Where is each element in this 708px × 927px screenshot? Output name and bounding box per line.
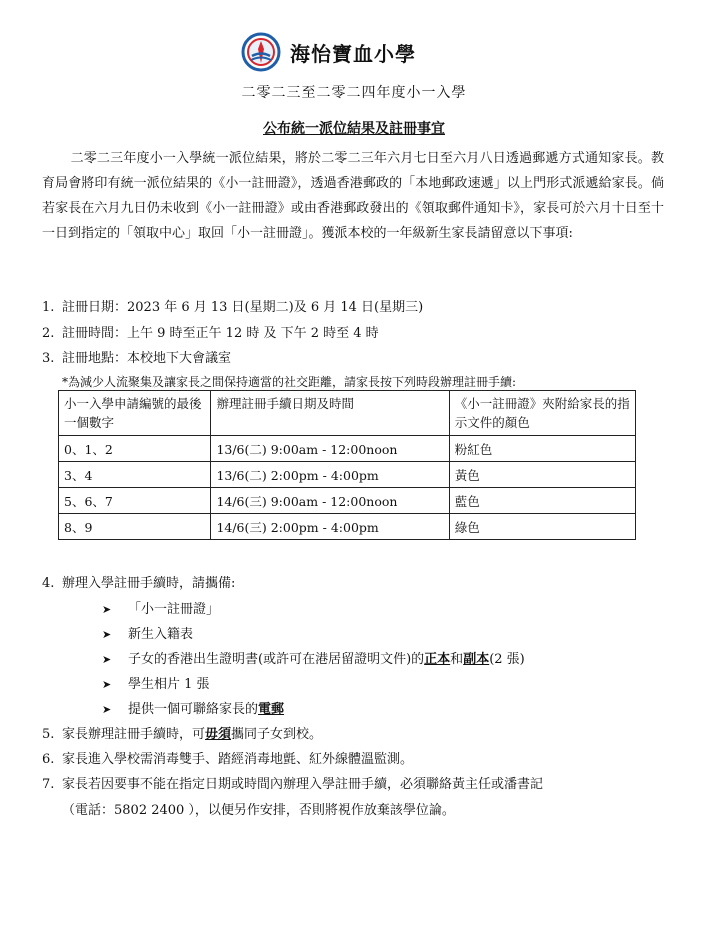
schedule-note: *為減少人流聚集及讓家長之間保持適當的社交距離，請家長按下列時段辦理註冊手續: <box>62 375 517 389</box>
bullet-text: 子女的香港出生證明書(或許可在港居留證明文件)的 <box>128 652 425 667</box>
item-text: 攜同子女到校。 <box>231 727 323 742</box>
intro-paragraph: 二零二三年度小一入學統一派位結果，將於二零二三年六月七日至六月八日透過郵遞方式通知家長。教育局會將印有統一派位結果的《小一註冊證》，透過香港郵政的「本地郵政速遞」以上門形式派遞給家長。倘若家長在六月九日仍未收到《小一註冊證》或由香港郵政發出的《領取郵件通知卡》，家長可於六月十日至十一日到指定的「領取中心」取回「小一註冊證」。獲派本校的一年級新生家長請留意以下事項: <box>42 151 664 241</box>
item-text: 辦理入學註冊手續時，請攜備: <box>62 576 236 591</box>
item-text: 註冊時間：上午 9 時至正午 12 時 及 下午 2 時至 4 時 <box>62 326 379 341</box>
list-item-7 <box>42 773 543 792</box>
header-cell-color: 《小一註冊證》夾附給家長的指示文件的顏色 <box>449 391 635 436</box>
table-cell: 13/6(二) 9:00am - 12:00noon <box>211 436 449 462</box>
table-cell: 藍色 <box>449 488 635 514</box>
table-header-row <box>59 391 636 436</box>
item-number: 1. <box>42 300 55 315</box>
table-cell: 8、9 <box>59 514 211 540</box>
academic-year-subtitle: 二零二三至二零二四年度小一入學 <box>241 85 467 101</box>
bullet-item <box>102 623 193 642</box>
table-row <box>59 488 636 514</box>
item-number: 6. <box>42 752 55 767</box>
emphasis-copy: 副本 <box>463 652 490 667</box>
bullet-item <box>102 598 219 617</box>
table-cell: 5、6、7 <box>59 488 211 514</box>
item-number: 4. <box>42 576 55 591</box>
table-cell: 綠色 <box>449 514 635 540</box>
document-title <box>0 118 708 138</box>
bullet-text: 和 <box>450 652 464 667</box>
school-name: 海怡寶血小學 <box>290 42 416 66</box>
item-number: 5. <box>42 727 55 742</box>
bullet-text: 新生入籍表 <box>128 627 194 642</box>
bullet-item <box>102 673 210 692</box>
emphasis-no-need: 毋須 <box>205 727 232 742</box>
document-title-text: 公布統一派位結果及註冊事宜 <box>263 121 445 137</box>
header-cell-datetime: 辦理註冊手續日期及時間 <box>211 391 449 436</box>
emphasis-original: 正本 <box>424 652 451 667</box>
item-text: 註冊地點：本校地下大會議室 <box>62 351 232 366</box>
list-item-2 <box>42 322 379 341</box>
item-text: 家長進入學校需消毒雙手、踏經消毒地氈、紅外線體溫監測。 <box>62 752 414 767</box>
list-item-6 <box>42 748 413 767</box>
arrow-bullet-icon: ➤ <box>102 628 112 641</box>
item-number: 7. <box>42 777 55 792</box>
bullet-text: 「小一註冊證」 <box>128 602 220 617</box>
table-cell: 粉紅色 <box>449 436 635 462</box>
item-text: 家長若因要事不能在指定日期或時間內辦理入學註冊手續，必須聯絡黃主任或潘書記 <box>62 777 544 792</box>
arrow-bullet-icon: ➤ <box>102 703 112 716</box>
table-row <box>59 514 636 540</box>
bullet-text: (2 張) <box>489 652 525 667</box>
table-row <box>59 436 636 462</box>
list-item-7-continued: （電話：5802 2400 ），以便另作安排，否則將視作放棄該學位論。 <box>62 803 455 818</box>
arrow-bullet-icon: ➤ <box>102 678 112 691</box>
list-item-3 <box>42 347 231 366</box>
table-row <box>59 462 636 488</box>
schedule-table <box>58 390 636 540</box>
table-cell: 3、4 <box>59 462 211 488</box>
item-text: 註冊日期：2023 年 6 月 13 日(星期二)及 6 月 14 日(星期三) <box>62 300 424 315</box>
table-cell: 14/6(三) 9:00am - 12:00noon <box>211 488 449 514</box>
arrow-bullet-icon: ➤ <box>102 603 112 616</box>
bullet-item <box>102 648 525 667</box>
bullet-text: 提供一個可聯絡家長的 <box>128 702 259 717</box>
bullet-text: 學生相片 1 張 <box>128 677 210 692</box>
emphasis-email: 電郵 <box>258 702 285 717</box>
table-cell: 黃色 <box>449 462 635 488</box>
item-number: 2. <box>42 326 55 341</box>
item-number: 3. <box>42 351 55 366</box>
arrow-bullet-icon: ➤ <box>102 653 112 666</box>
item-text: 家長辦理註冊手續時，可 <box>62 727 206 742</box>
list-item-1 <box>42 296 423 315</box>
list-item-4 <box>42 572 235 591</box>
table-cell: 0、1、2 <box>59 436 211 462</box>
header-cell-digit: 小一入學申請編號的最後一個數字 <box>59 391 211 436</box>
school-logo <box>240 32 282 72</box>
list-item-5 <box>42 723 322 742</box>
table-cell: 14/6(三) 2:00pm - 4:00pm <box>211 514 449 540</box>
bullet-item <box>102 698 284 717</box>
table-cell: 13/6(二) 2:00pm - 4:00pm <box>211 462 449 488</box>
